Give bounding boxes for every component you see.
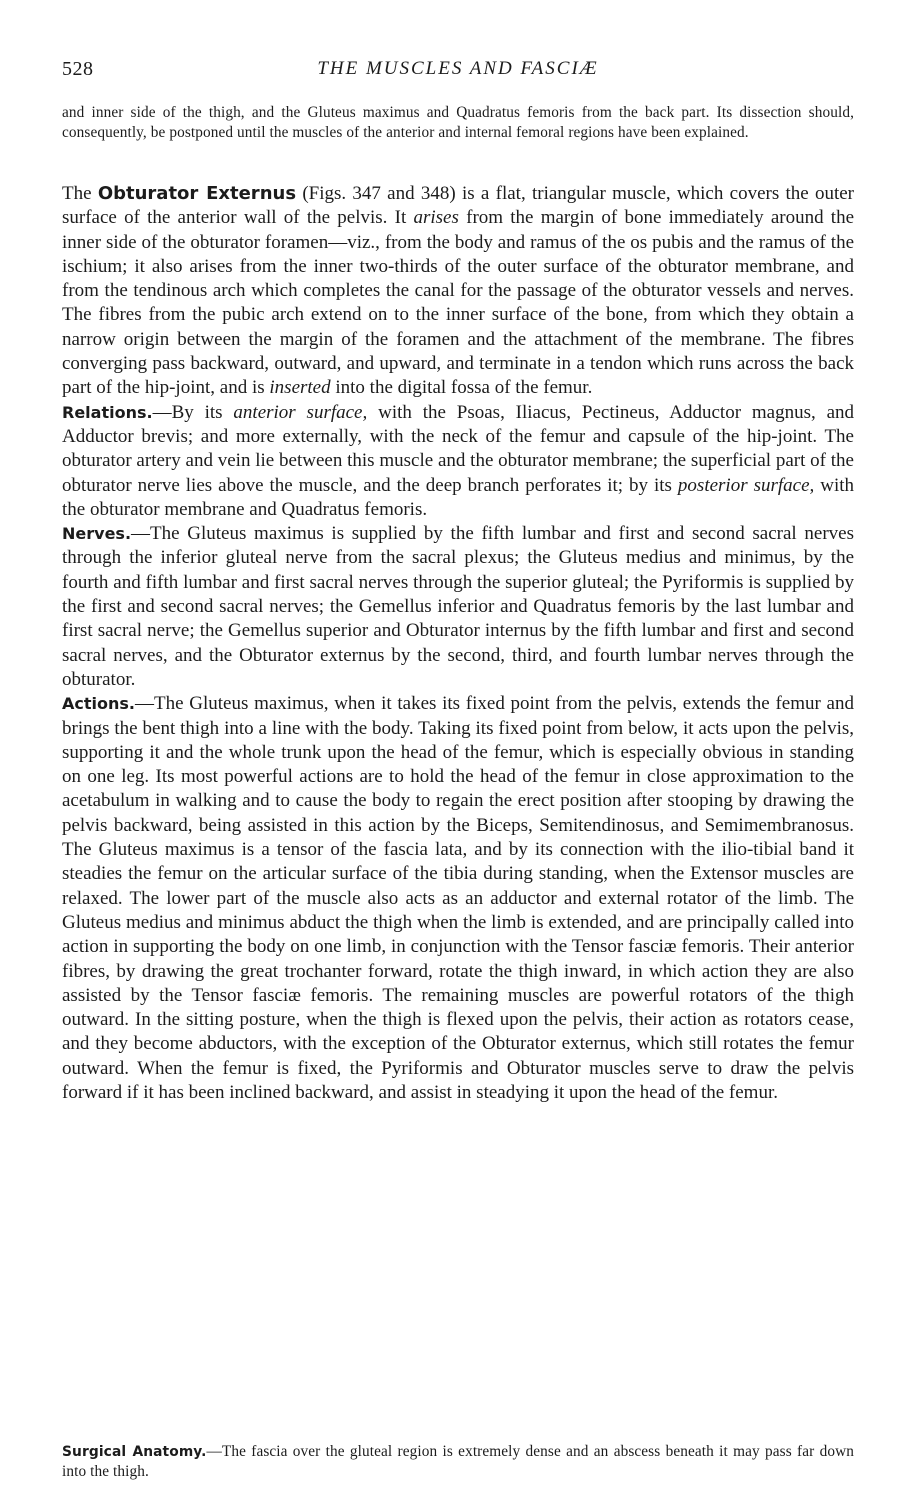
relations-heading: Relations.: [62, 402, 153, 422]
relations-emphasis-anterior: anterior surface,: [233, 401, 368, 423]
intro-paragraph: and inner side of the thigh, and the Gluteus maximus and Quadratus femoris from the back part. Its dissection should, consequently, be postponed until the muscles of the anterior and internal femoral regions have been explained.: [62, 104, 854, 141]
running-title: THE MUSCLES AND FASCIÆ: [317, 58, 599, 79]
page-header: [62, 58, 854, 86]
nerves-paragraph: [62, 522, 854, 692]
obturator-lead: The: [62, 183, 92, 204]
nerves-heading: Nerves.: [62, 524, 132, 544]
relations-paragraph: [62, 401, 854, 522]
obturator-text-3: into the digital fossa of the femur.: [335, 377, 593, 399]
obturator-emphasis-arises: arises: [413, 207, 459, 229]
obturator-emphasis-inserted: inserted: [269, 377, 331, 399]
surgical-anatomy-text: —The fascia over the gluteal region is extremely dense and an abscess beneath it may pass far down into the thigh.: [62, 1443, 854, 1480]
main-text: [62, 182, 854, 1105]
obturator-externus-heading: Obturator Externus: [97, 183, 297, 204]
surgical-anatomy-heading: Surgical Anatomy.: [62, 1444, 207, 1460]
obturator-text-1: (Figs. 347 and 348) is a flat, triangular muscle, which covers the outer surface of the anterior wall of the pelvis. It: [62, 183, 855, 229]
relations-emphasis-posterior: posterior surface,: [677, 474, 815, 496]
nerves-text: —The Gluteus maximus is supplied by the fifth lumbar and first and second sacral nerves through the inferior gluteal nerve from the sacral plexus; the Gluteus medius and minimus, by the fourth and fifth lumbar and first sacral nerves through the superior gluteal; the Pyriformis is supplied by the first and second sacral nerves; the Gemellus inferior and Quadratus femoris by the last lumbar and first sacral nerve; the Gemellus superior and Obturator internus by the fifth lumbar and first and second sacral nerves, and the Obturator externus by the second, third, and fourth lumbar nerves through the obturator.: [62, 523, 854, 690]
relations-text-1: —By its: [152, 401, 223, 423]
page-number: 528: [62, 58, 94, 80]
surgical-anatomy-paragraph: [62, 1442, 854, 1482]
obturator-externus-paragraph: [62, 182, 854, 401]
obturator-text-2: from the margin of bone immediately around the inner side of the obturator foramen—viz., from the body and ramus of the os pubis and the ramus of the ischium; it also arises from the inner two-thirds of the outer surface of the obturator membrane, and from the tendinous arch which completes the canal for the passage of the obturator vessels and nerves. The fibres from the pubic arch extend on to the inner surface of the bone, from which they obtain a narrow origin between the margin of the foramen and the attachment of the membrane. The fibres converging pass backward, outward, and upward, and terminate in a tendon which runs across the back part of the hip-joint, and is: [62, 207, 855, 399]
relations-text-2: with the Psoas, Iliacus, Pectineus, Adductor magnus, and Adductor brevis; and more externally, with the neck of the femur and capsule of the hip-joint. The obturator artery and vein lie between this muscle and the obturator membrane; the superficial part of the obturator nerve lies above the muscle, and the deep branch perforates it; by its: [62, 401, 855, 496]
relations-text-3: with the obturator membrane and Quadratus femoris.: [62, 474, 855, 520]
actions-text: —The Gluteus maximus, when it takes its fixed point from the pelvis, extends the femur and brings the bent thigh into a line with the body. Taking its fixed point from below, it acts upon the pelvis, supporting it and the whole trunk upon the head of the femur, which is especially obvious in standing on one leg. Its most powerful actions are to hold the head of the femur in close approximation to the acetabulum in walking and to cause the body to regain the erect position after stooping by drawing the pelvis backward, being assisted in this action by the Biceps, Semitendinosus, and Semimembranosus. The Gluteus maximus is a tensor of the fascia lata, and by its connection with the ilio-tibial band it steadies the femur on the articular surface of the tibia during standing, when the Extensor muscles are relaxed. The lower part of the muscle also acts as an adductor and external rotator of the limb. The Gluteus medius and minimus abduct the thigh when the limb is extended, and are principally called into action in supporting the body on one limb, in conjunction with the Tensor fasciæ femoris. Their anterior fibres, by drawing the great trochanter forward, rotate the thigh inward, in which action they are also assisted by the Tensor fasciæ femoris. The remaining muscles are powerful rotators of the thigh outward. In the sitting posture, when the thigh is flexed upon the pelvis, their action as rotators cease, and they become abductors, with the exception of the Obturator externus, which still rotates the femur outward. When the femur is fixed, the Pyriformis and Obturator muscles serve to draw the pelvis forward if it has been inclined backward, and assist in steadying it upon the head of the femur.: [62, 693, 854, 1103]
actions-heading: Actions.: [62, 694, 135, 714]
actions-paragraph: [62, 692, 854, 1105]
